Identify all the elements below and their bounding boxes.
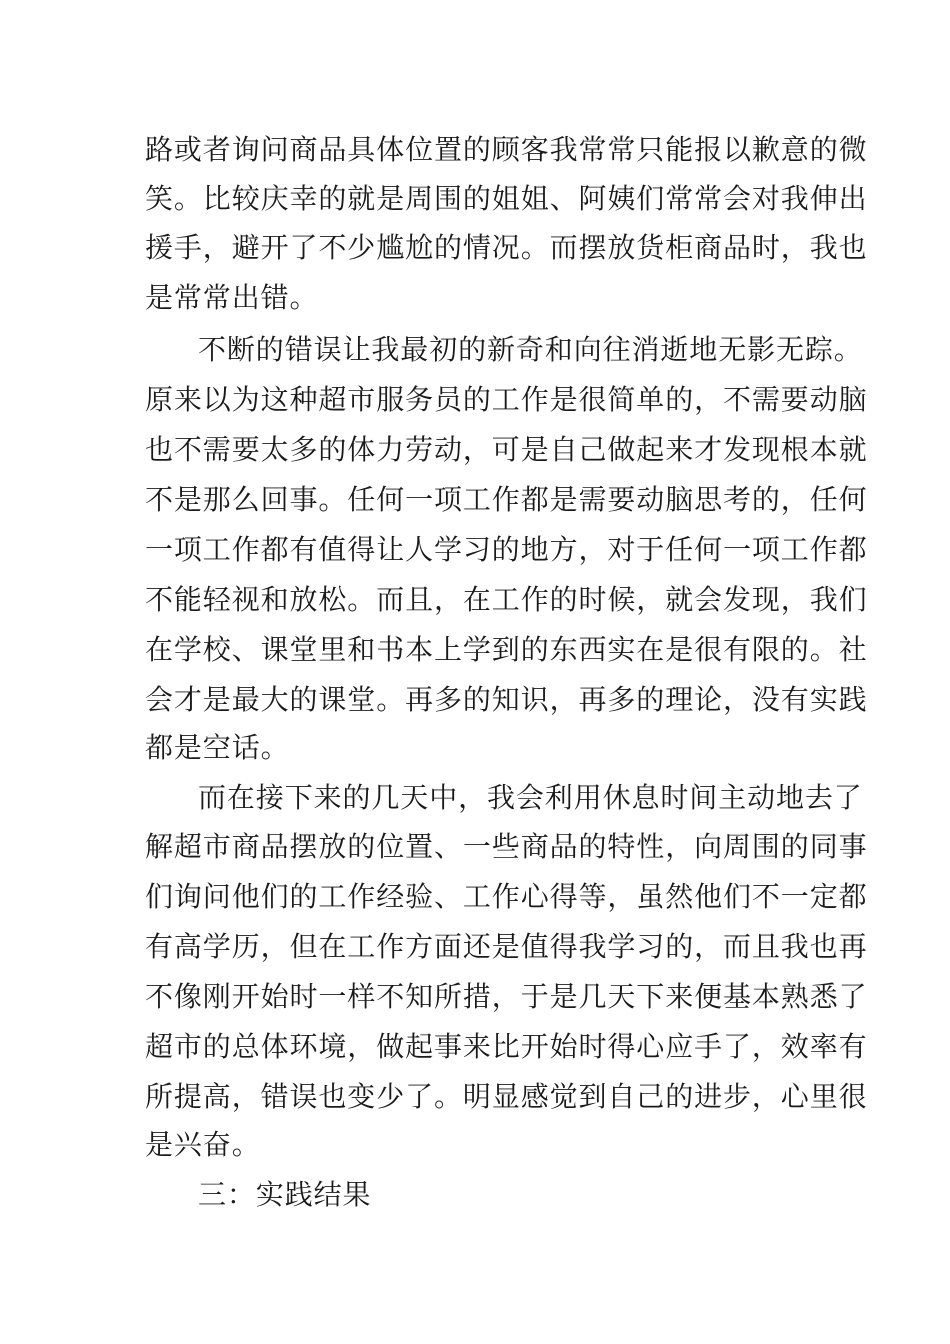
text-line: 不能轻视和放松。而且，在工作的时候，就会发现，我们 [145, 583, 868, 616]
text-line: 不是那么回事。任何一项工作都是需要动脑思考的，任何 [145, 483, 868, 516]
text-line: 有高学历，但在工作方面还是值得我学习的，而且我也再 [145, 930, 868, 963]
text-line: 都是空话。 [145, 731, 290, 764]
text-line: 是常常出错。 [145, 281, 319, 314]
text-line: 而在接下来的几天中，我会利用休息时间主动地去了 [198, 781, 863, 814]
text-line: 不像刚开始时一样不知所措，于是几天下来便基本熟悉了 [145, 980, 868, 1013]
text-line: 笑。比较庆幸的就是周围的姐姐、阿姨们常常会对我伸出 [145, 182, 868, 215]
text-line: 原来以为这种超市服务员的工作是很简单的，不需要动脑 [145, 383, 868, 416]
text-line: 援手，避开了不少尴尬的情况。而摆放货柜商品时，我也 [145, 231, 868, 264]
text-line: 不断的错误让我最初的新奇和向往消逝地无影无踪。 [198, 333, 863, 366]
text-line: 在学校、课堂里和书本上学到的东西实在是很有限的。社 [145, 633, 868, 666]
text-line: 们询问他们的工作经验、工作心得等，虽然他们不一定都 [145, 880, 868, 913]
text-line: 也不需要太多的体力劳动，可是自己做起来才发现根本就 [145, 433, 868, 466]
text-line: 是兴奋。 [145, 1128, 261, 1161]
text-line: 所提高，错误也变少了。明显感觉到自己的进步，心里很 [145, 1080, 868, 1113]
text-line: 一项工作都有值得让人学习的地方，对于任何一项工作都 [145, 533, 868, 566]
text-line: 会才是最大的课堂。再多的知识，再多的理论，没有实践 [145, 683, 868, 716]
text-line: 路或者询问商品具体位置的顾客我常常只能报以歉意的微 [145, 133, 868, 166]
text-line: 三：实践结果 [198, 1178, 372, 1211]
text-line: 超市的总体环境，做起事来比开始时得心应手了，效率有 [145, 1030, 868, 1063]
text-line: 解超市商品摆放的位置、一些商品的特性，向周围的同事 [145, 830, 868, 863]
